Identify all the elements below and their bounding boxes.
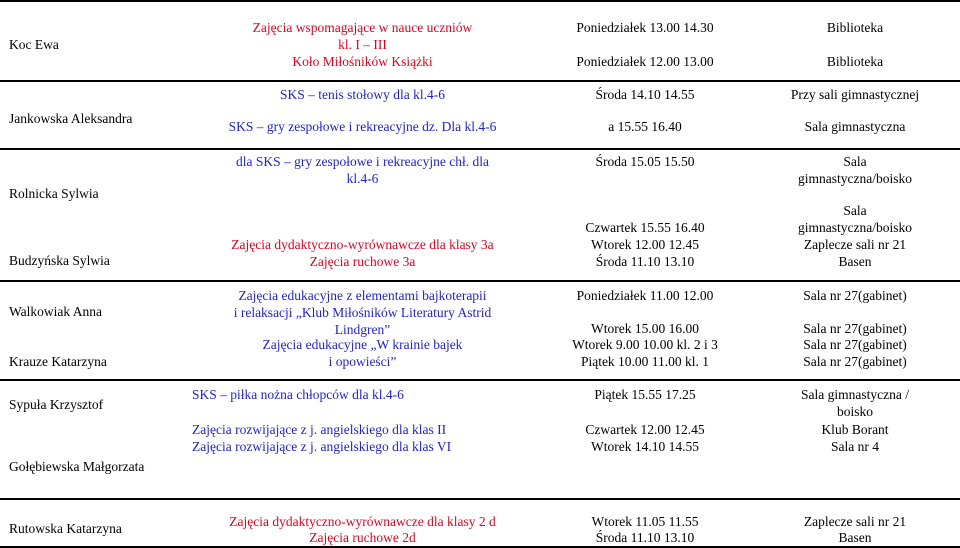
teacher-name: Rolnicka Sylwia	[9, 186, 99, 201]
teacher-name: Krauze Katarzyna	[9, 354, 107, 369]
row-divider	[0, 379, 960, 381]
time-entry: Piątek 10.00 11.00 kl. 1	[580, 354, 710, 369]
time-entry: Czwartek 15.55 16.40	[585, 220, 705, 235]
place-entry: Sala nr 27(gabinet)	[803, 321, 907, 336]
teacher-name: Sypuła Krzysztof	[9, 397, 104, 412]
time-entry: Wtorek 12.00 12.45	[591, 237, 699, 252]
time-entry: Środa 11.10 13.10	[595, 254, 695, 269]
place-entry: gimnastyczna/boisko	[798, 220, 912, 235]
activity-line: i relaksacji „Klub Miłośników Literatury Astrid	[233, 305, 492, 320]
activity-line: dla SKS – gry zespołowe i rekreacyjne chł. dla	[235, 154, 490, 169]
time-entry: Środa 15.05 15.50	[595, 154, 695, 169]
activity-line: Zajęcia dydaktyczno-wyrównawcze dla klasy 3a	[231, 237, 494, 252]
activity-line: Zajęcia rozwijające z j. angielskiego dla klas VI	[192, 439, 452, 454]
time-entry: Czwartek 12.00 12.45	[585, 422, 705, 437]
time-entry: a 15.55 16.40	[608, 119, 682, 134]
place-entry: boisko	[836, 404, 873, 419]
teacher-name: Koc Ewa	[9, 37, 59, 52]
place-entry: Zaplecze sali nr 21	[803, 237, 907, 252]
row-divider	[0, 148, 960, 150]
place-entry: Sala nr 27(gabinet)	[803, 337, 907, 352]
time-entry: Wtorek 14.10 14.55	[591, 439, 699, 454]
teacher-name: Rutowska Katarzyna	[9, 521, 122, 536]
time-entry: Środa 14.10 14.55	[595, 87, 695, 102]
teacher-name: Jankowska Aleksandra	[9, 111, 133, 126]
activity-line: kl. I – III	[338, 37, 387, 52]
place-entry: Biblioteka	[826, 54, 884, 69]
table-border-top	[0, 0, 960, 2]
teacher-name: Budzyńska Sylwia	[9, 253, 110, 268]
activity-line: SKS – tenis stołowy dla kl.4-6	[279, 87, 445, 102]
activity-line: Zajęcia ruchowe 3a	[309, 254, 416, 269]
place-entry: Basen	[838, 530, 872, 545]
place-entry: Zaplecze sali nr 21	[803, 514, 907, 529]
time-entry: Wtorek 11.05 11.55	[591, 514, 699, 529]
time-entry: Piątek 15.55 17.25	[594, 387, 696, 402]
activity-line: Zajęcia rozwijające z j. angielskiego dla klas II	[192, 422, 447, 437]
place-entry: Sala gimnastyczna /	[801, 387, 909, 402]
time-entry: Środa 11.10 13.10	[595, 530, 695, 545]
time-entry: Poniedziałek 11.00 12.00	[576, 288, 714, 303]
activity-line: Zajęcia edukacyjne „W krainie bajek	[262, 337, 463, 352]
activity-line: Lindgren”	[334, 322, 391, 337]
time-entry: Wtorek 15.00 16.00	[591, 321, 699, 336]
place-entry: Klub Borant	[821, 422, 889, 437]
teacher-name: Gołębiewska Małgorzata	[9, 459, 145, 474]
activity-line: SKS – piłka nożna chłopców dla kl.4-6	[192, 387, 404, 402]
time-entry: Poniedziałek 13.00 14.30	[576, 20, 714, 35]
time-entry: Wtorek 9.00 10.00 kl. 2 i 3	[572, 337, 718, 352]
time-entry: Poniedziałek 12.00 13.00	[576, 54, 714, 69]
place-entry: Sala nr 27(gabinet)	[803, 288, 907, 303]
place-entry: Przy sali gimnastycznej	[790, 87, 920, 102]
place-entry: Biblioteka	[826, 20, 884, 35]
activity-line: Zajęcia wspomagające w nauce uczniów	[252, 20, 473, 35]
place-entry: Sala	[843, 154, 867, 169]
teacher-name: Walkowiak Anna	[9, 304, 103, 319]
place-entry: Basen	[838, 254, 872, 269]
activity-line: i opowieści”	[328, 354, 397, 369]
row-divider	[0, 498, 960, 500]
activity-line: Zajęcia dydaktyczno-wyrównawcze dla klasy 2 d	[229, 514, 496, 529]
activity-line: Koło Miłośników Książki	[292, 54, 433, 69]
place-entry: Sala	[843, 203, 867, 218]
place-entry: Sala nr 27(gabinet)	[803, 354, 907, 369]
row-divider	[0, 280, 960, 282]
activity-line: Zajęcia edukacyjne z elementami bajkoterapii	[238, 288, 487, 303]
activity-line: Zajęcia ruchowe 2d	[309, 530, 416, 545]
activity-line: kl.4-6	[346, 171, 379, 186]
row-divider	[0, 80, 960, 82]
place-entry: Sala nr 4	[831, 439, 879, 454]
activity-line: SKS – gry zespołowe i rekreacyjne dz. Dla kl.4-6	[228, 119, 497, 134]
place-entry: Sala gimnastyczna	[804, 119, 906, 134]
place-entry: gimnastyczna/boisko	[798, 171, 912, 186]
